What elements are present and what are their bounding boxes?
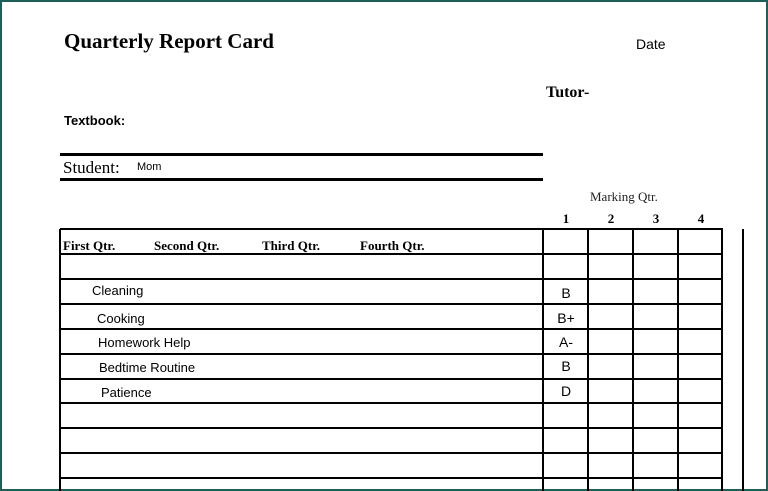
subject-patience: Patience — [101, 385, 152, 400]
grid-line — [60, 402, 723, 404]
quarter-header-second: Second Qtr. — [154, 238, 220, 253]
grid-line — [60, 427, 723, 429]
student-bottom-rule — [60, 178, 543, 181]
grid-line — [677, 229, 679, 491]
grade-patience-q1[interactable]: D — [560, 383, 572, 399]
subject-cleaning: Cleaning — [92, 283, 144, 298]
grid-line — [60, 353, 723, 355]
marking-quarter-1: 1 — [562, 211, 570, 226]
grid-line — [632, 229, 634, 491]
student-name-field[interactable]: Mom — [137, 161, 162, 173]
marking-quarter-2: 2 — [607, 211, 615, 226]
textbook-label: Textbook: — [64, 113, 126, 128]
marking-quarter-label: Marking Qtr. — [590, 189, 658, 204]
quarter-header-third: Third Qtr. — [262, 238, 321, 253]
marking-quarter-3: 3 — [652, 211, 660, 226]
student-label: Student: — [63, 158, 120, 177]
page-title: Quarterly Report Card — [64, 29, 274, 53]
student-top-rule — [60, 153, 543, 156]
grade-cleaning-q1[interactable]: B — [561, 285, 571, 301]
grid-line — [60, 452, 723, 454]
grade-cooking-q1[interactable]: B+ — [557, 310, 575, 326]
subject-bedtime-routine: Bedtime Routine — [99, 360, 196, 375]
tutor-label: Tutor- — [546, 84, 590, 101]
grid-line — [60, 278, 723, 280]
grade-bedtime-routine-q1[interactable]: B — [561, 358, 571, 374]
date-label: Date — [636, 36, 666, 52]
marking-quarter-4: 4 — [697, 211, 705, 226]
grid-line — [60, 303, 723, 305]
page-edge-line — [742, 229, 744, 491]
grade-homework-help-q1[interactable]: A- — [559, 334, 573, 350]
quarter-header-fourth: Fourth Qtr. — [360, 238, 425, 253]
grid-line — [59, 229, 61, 491]
grid-line — [60, 378, 723, 380]
subject-homework-help: Homework Help — [98, 335, 191, 350]
grid-line — [721, 229, 723, 491]
grid-line — [60, 328, 723, 330]
grid-line — [60, 228, 723, 230]
subject-cooking: Cooking — [97, 311, 145, 326]
grid-line — [60, 477, 723, 479]
quarter-header-first: First Qtr. — [63, 238, 116, 253]
